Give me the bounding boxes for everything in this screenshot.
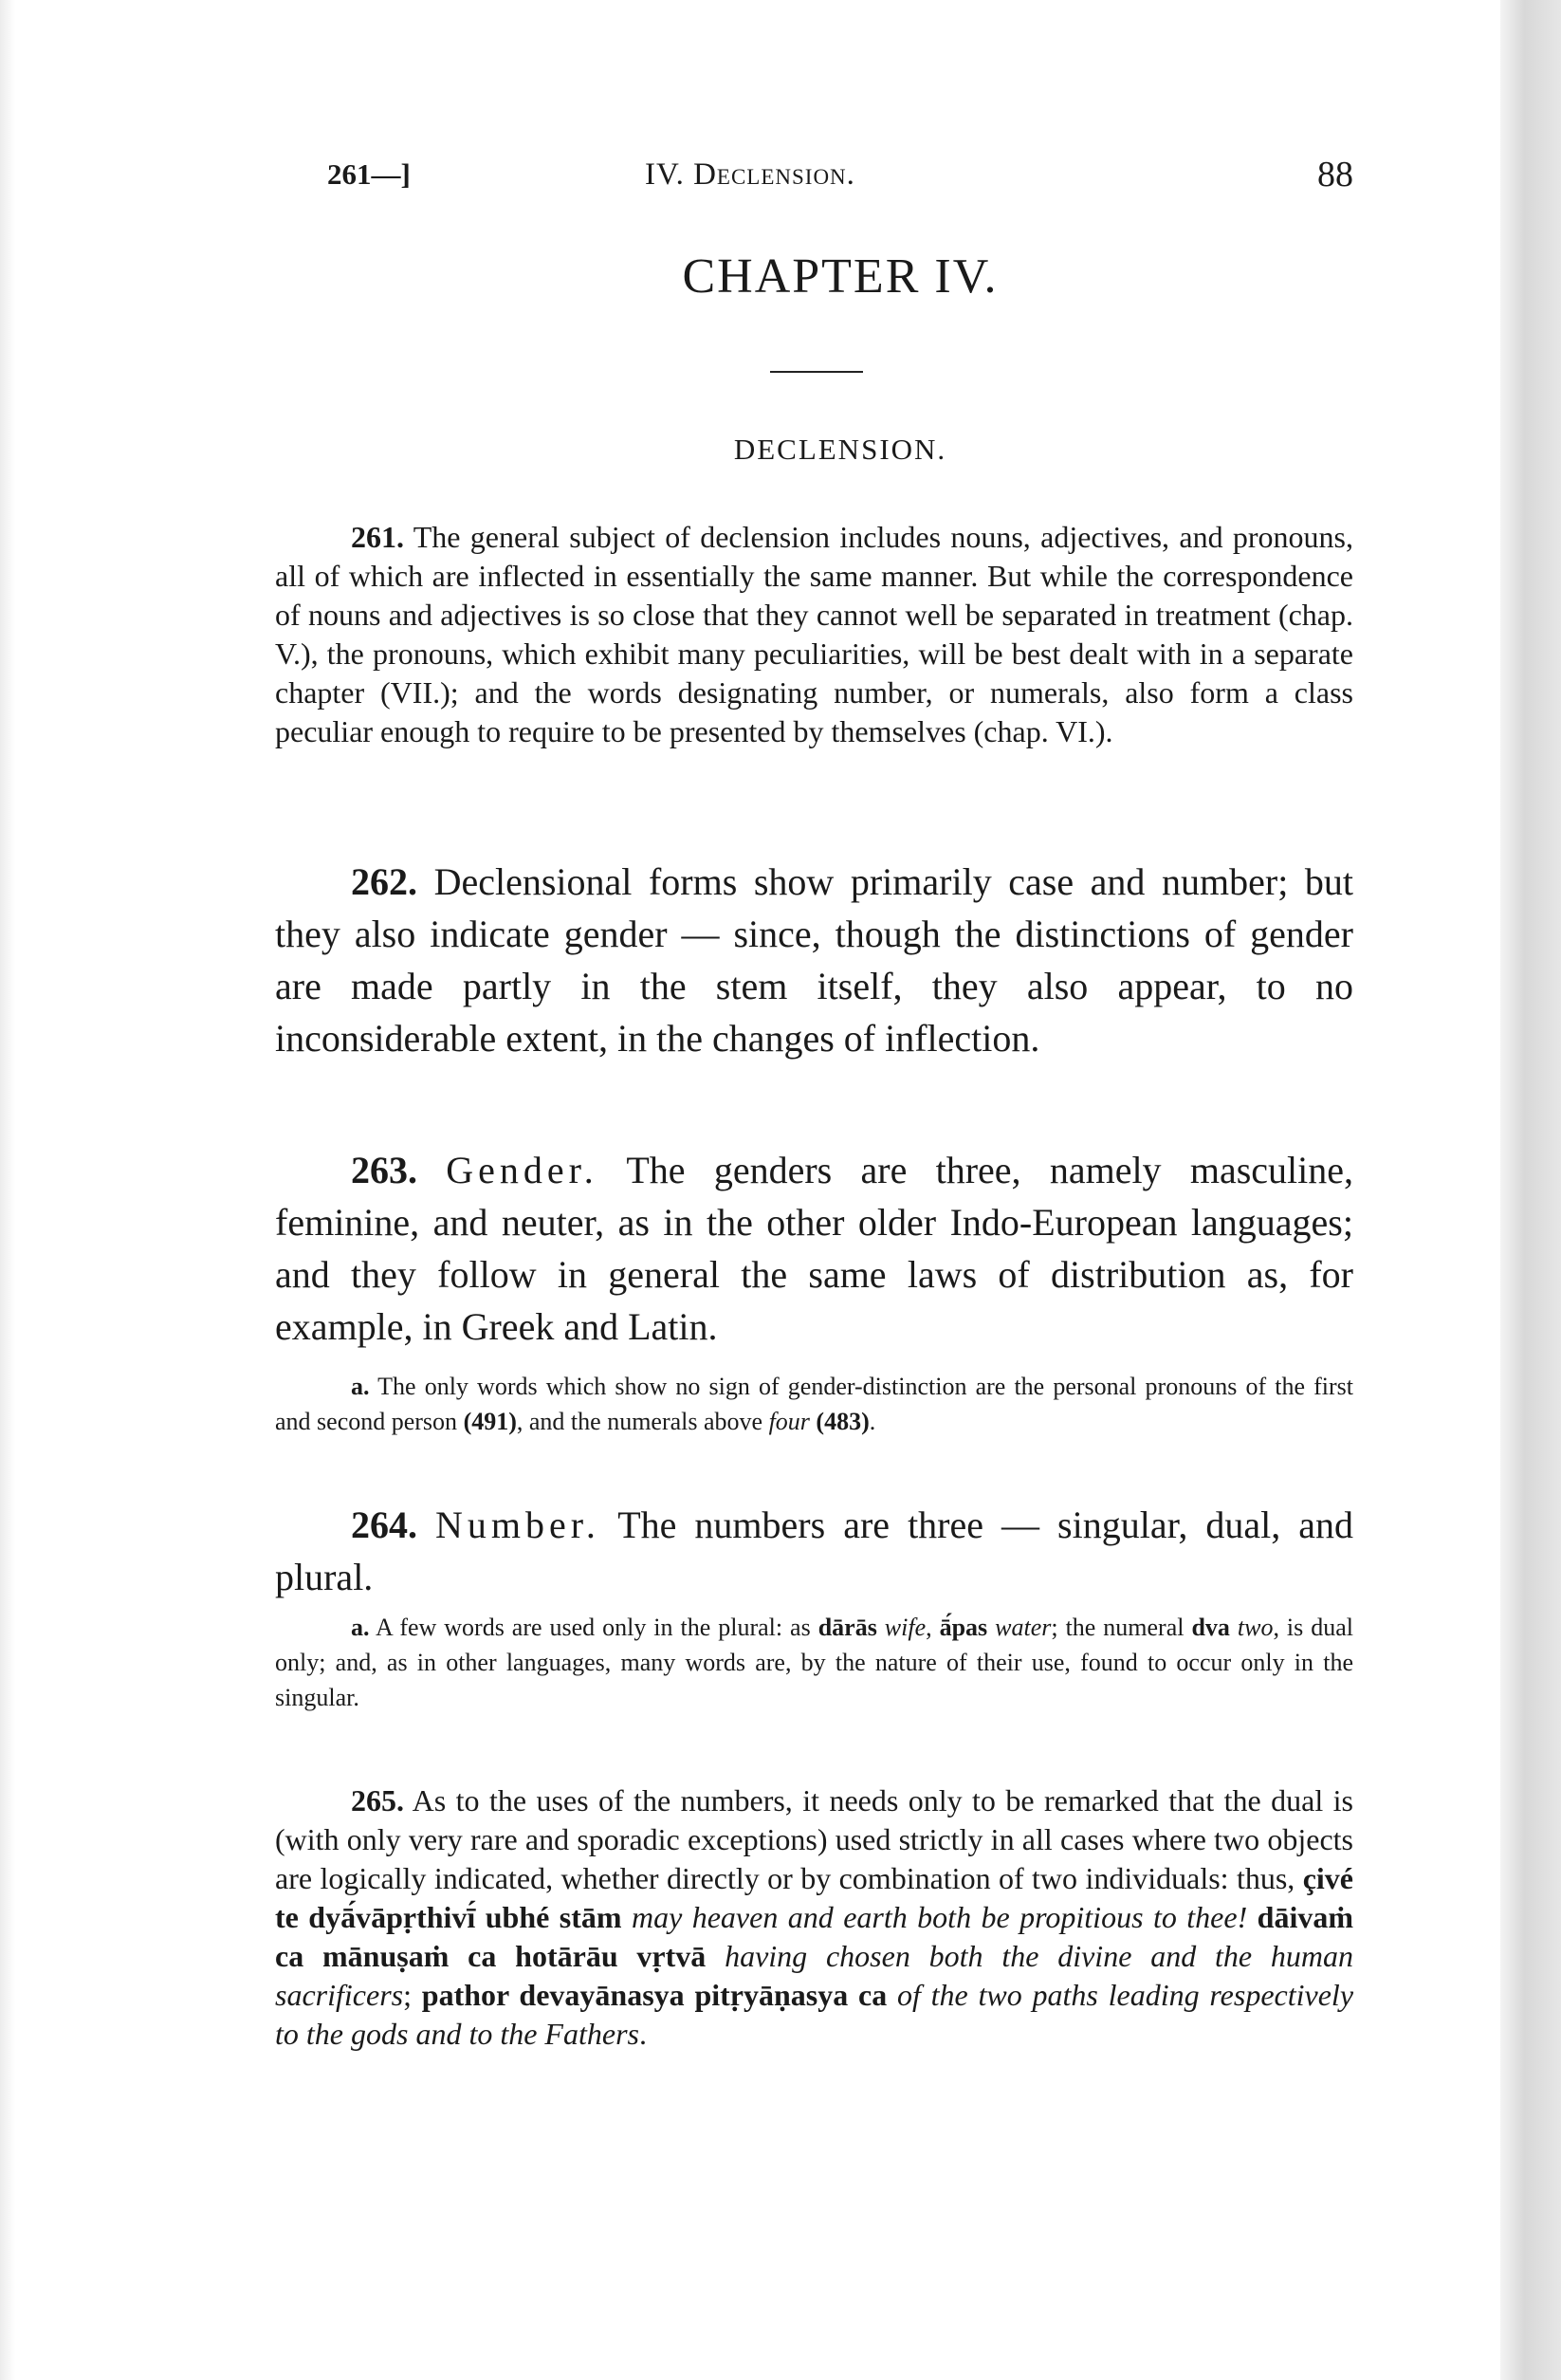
chapter-subtitle: DECLENSION. bbox=[733, 433, 947, 466]
note-text: . bbox=[869, 1408, 876, 1435]
page-edge-right bbox=[1500, 0, 1561, 2380]
sanskrit-phrase: dāivaṁ ca mānuṣaṁ ca hotārāu vṛtvā bbox=[275, 1900, 1354, 1973]
translation: may heaven and earth both be propitious to thee! bbox=[621, 1900, 1248, 1934]
section-reference: 261—] bbox=[327, 157, 411, 191]
paragraph-number: 265. bbox=[351, 1783, 404, 1817]
paragraph-heading: Gender. bbox=[446, 1149, 598, 1191]
paragraph-text: As to the uses of the numbers, it needs only to be remarked that the dual is (with only very rare and sporadic exceptions) used strictly in all cases where two objects are logically indicated, whether directly or by combination of two individuals: thus, bbox=[275, 1783, 1353, 1895]
running-title: IV. Declension. bbox=[645, 157, 855, 192]
translation: of the two paths leading respectively to the gods and to the Fathers bbox=[275, 1978, 1354, 2051]
note-text: , is dual only; and, as in other languages, many words are, by the nature of their use, found to occur only in the singular. bbox=[275, 1614, 1354, 1711]
note-263a bbox=[275, 1369, 1353, 1439]
paragraph-text: The general subject of declension includes nouns, adjectives, and pronouns, all of which are inflected in essentially the same manner. But while the correspondence of nouns and adjectives is so close that they cannot well be separated in treatment (chap. V.), the pronouns, which exhibit many peculiarities, will be best dealt with in a separate chapter (VII.); and the words designating number, or numerals, also form a class peculiar enough to require to be presented by themselves (chap. VI.). bbox=[275, 520, 1353, 748]
chapter-rule bbox=[770, 371, 863, 373]
sanskrit-word: dārās bbox=[817, 1614, 877, 1641]
paragraph-262 bbox=[275, 856, 1353, 1064]
gloss: two bbox=[1237, 1614, 1274, 1641]
gloss: water bbox=[995, 1614, 1052, 1641]
sanskrit-word: dva bbox=[1191, 1614, 1230, 1641]
note-text: A few words are used only in the plural: as bbox=[369, 1614, 818, 1641]
running-head bbox=[327, 150, 1353, 207]
cross-reference: (491) bbox=[463, 1408, 517, 1435]
note-label: a. bbox=[351, 1373, 370, 1400]
page-number: 88 bbox=[1317, 155, 1353, 194]
paragraph-number: 262. bbox=[351, 860, 417, 903]
paragraph-number: 261. bbox=[351, 520, 404, 554]
cross-reference: (483) bbox=[816, 1408, 870, 1435]
paragraph-261 bbox=[275, 518, 1353, 751]
page-edge-left bbox=[0, 0, 15, 2380]
gloss: four bbox=[768, 1408, 810, 1435]
note-text: , and the numerals above bbox=[516, 1408, 769, 1435]
paragraph-text: ; bbox=[403, 1978, 422, 2012]
sanskrit-word: ā́pas bbox=[939, 1614, 988, 1641]
chapter-title: CHAPTER IV. bbox=[682, 249, 999, 304]
paragraph-number: 263. bbox=[351, 1149, 417, 1191]
sanskrit-phrase: pathor devayānasya pitṛyāṇasya ca bbox=[421, 1978, 888, 2012]
paragraph-text: The numbers are three — singular, dual, and plural. bbox=[275, 1504, 1354, 1598]
note-label: a. bbox=[351, 1614, 370, 1641]
paragraph-264 bbox=[275, 1499, 1353, 1603]
note-text: ; the numeral bbox=[1051, 1614, 1192, 1641]
paragraph-text bbox=[1247, 1900, 1257, 1934]
paragraph-263 bbox=[275, 1144, 1353, 1353]
note-264a bbox=[275, 1610, 1353, 1715]
gloss: wife bbox=[884, 1614, 927, 1641]
paragraph-265 bbox=[275, 1781, 1353, 2054]
paragraph-heading: Number. bbox=[435, 1504, 600, 1546]
translation: having chosen both the divine and the human sacrificers bbox=[275, 1939, 1354, 2012]
paragraph-text: . bbox=[638, 2017, 647, 2051]
note-text: , bbox=[926, 1614, 940, 1641]
paragraph-number: 264. bbox=[351, 1504, 417, 1546]
paragraph-text: The genders are three, namely masculine, feminine, and neuter, as in the other older Indo-European languages; and they follow in general the same laws of distribution as, for example, in Greek and Latin. bbox=[275, 1149, 1354, 1348]
sanskrit-phrase: çivé te dyā́vāpṛthivī́ ubhé stām bbox=[275, 1861, 1353, 1934]
note-text: The only words which show no sign of gender-distinction are the personal pronouns of the first and second person bbox=[275, 1373, 1353, 1435]
paragraph-text: Declensional forms show primarily case and number; but they also indicate gender — since, though the distinctions of gender are made partly in the stem itself, they also appear, to no inconsiderable extent, in the changes of inflection. bbox=[275, 860, 1353, 1060]
